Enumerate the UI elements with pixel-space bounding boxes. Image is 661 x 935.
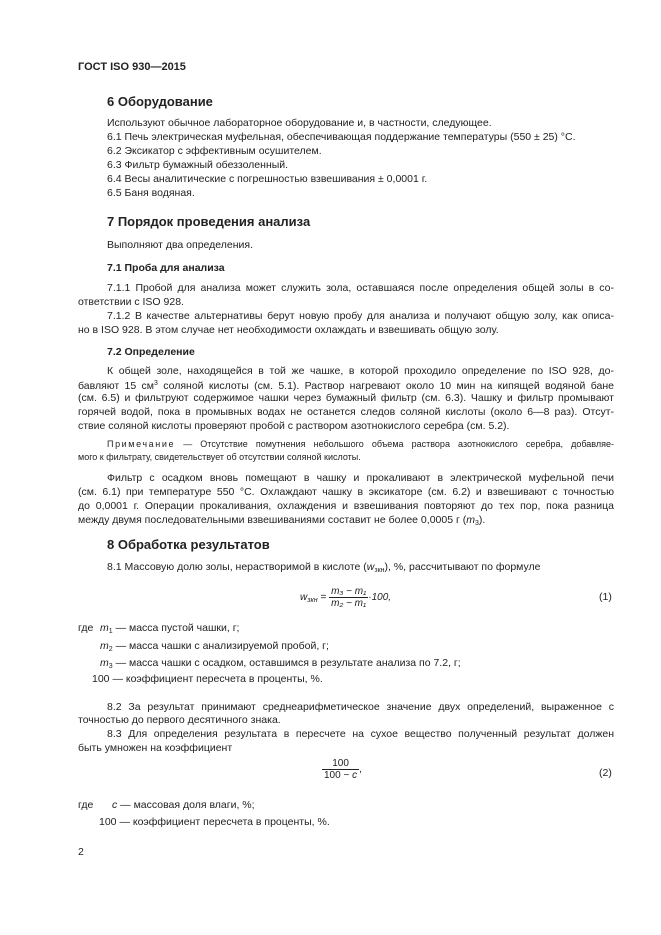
equation-number: (2) — [599, 767, 612, 779]
page-number: 2 — [78, 846, 84, 858]
paragraph-line: 7.1.2 В качестве альтернативы берут новую пробу для анализа и получают общую золу, как описа- — [107, 310, 614, 322]
text-run: соляной кислоты (см. 5.1). Раствор нагревают около 10 мин на кипящей водяной бане — [157, 380, 614, 392]
section-7-title: 7 Порядок проведения анализа — [107, 214, 311, 229]
equation-number: (1) — [599, 591, 612, 603]
subscript: зкн — [374, 567, 385, 574]
paragraph-line: точностью до первого десятичного знака. — [78, 714, 281, 726]
text-run: бавляют 15 см — [78, 380, 155, 392]
section-6-intro: Используют обычное лабораторное оборудование и, в частности, следующее. — [107, 117, 492, 129]
superscript: 3 — [154, 380, 158, 387]
paragraph-line: быть умножен на коэффициент — [78, 742, 233, 754]
definition-text: — коэффициент пересчета в проценты, %. — [116, 816, 330, 828]
paragraph-line: К общей золе, находящейся в той же чашке, в которой проходило определение по ISO 928, до- — [107, 365, 614, 377]
formula-numerator: 100 — [322, 758, 359, 770]
note-label: Примечание — [107, 439, 176, 449]
note-text: мого к фильтрату, свидетельствует об отсутствии соляной кислоты. — [78, 452, 361, 462]
text-run: ), %, рассчитывают по формуле — [384, 561, 541, 573]
text-run: 8.1 Массовую долю золы, нерастворимой в кислоте ( — [107, 561, 367, 573]
definition-row — [99, 815, 330, 831]
formula-lhs: w — [300, 592, 308, 604]
symbol: m — [466, 514, 475, 526]
text-run: между двумя последовательными взвешиваниями составит не более 0,0005 г ( — [78, 514, 467, 526]
definition-text: — масса чашки с осадком, оставшимся в результате анализа по 7.2, г; — [112, 657, 461, 669]
text-run: ). — [478, 514, 486, 526]
formula-tail: , — [359, 764, 362, 776]
formula-numerator: m₃ − m₁ — [331, 586, 367, 597]
paragraph-line: (см. 6.1) при температуре 550 °С. Охлаждают чашку в эксикаторе (см. 6.2) и взвешивают с точностью — [78, 486, 614, 498]
subscript: 3 — [474, 520, 479, 527]
where-label: где — [78, 622, 94, 634]
paragraph-line: ствие соляной кислоты проверяют пробой с раствором азотнокислого серебра (см. 5.2). — [78, 420, 510, 432]
symbol: m — [100, 657, 109, 669]
definition-row — [100, 639, 329, 658]
symbol: c — [112, 799, 118, 811]
subscript: 1 — [108, 628, 113, 635]
section-6-item: 6.3 Фильтр бумажный обеззоленный. — [107, 159, 289, 171]
paragraph-line: 8.3 Для определения результата в пересчете на сухое вещество полученный результат должен — [107, 728, 614, 740]
formula-eq: = — [317, 592, 330, 604]
formula-lhs-sub: зкн — [307, 597, 318, 605]
section-6-item: 6.4 Весы аналитические с погрешностью взвешивания ± 0,0001 г. — [107, 173, 428, 185]
formula-2 — [322, 758, 362, 781]
paragraph-7-1-1 — [107, 281, 614, 295]
section-7-intro: Выполняют два определения. — [107, 239, 253, 251]
paragraph-line: (см. 6.5) и фильтруют содержимое чашки через бумажный фильтр (см. 6.3). Чашку и фильтр промывают — [78, 392, 614, 404]
paragraph-7-1-2 — [107, 309, 614, 323]
definition-text: — массовая доля влаги, %; — [117, 799, 255, 811]
paragraph-8-1 — [107, 560, 541, 578]
symbol: 100 — [99, 816, 117, 828]
formula-fraction — [329, 586, 368, 609]
definition-row — [92, 672, 323, 688]
subsection-7-1-title: 7.1 Проба для анализа — [107, 262, 225, 274]
symbol: w — [366, 561, 375, 573]
section-6-item: 6.1 Печь электрическая муфельная, обеспечивающая поддержание температуры (550 ± 25) °С. — [107, 131, 576, 143]
symbol: m — [100, 622, 109, 634]
paragraph-line: горячей водой, пока в промывных водах не останется следов соляной кислоты (около 6—8 раз). Отсут- — [78, 406, 614, 418]
formula-denominator: m₂ − m₁ — [331, 598, 367, 609]
definition-text: — коэффициент пересчета в проценты, %. — [109, 673, 323, 685]
formula-tail: ·100, — [368, 592, 392, 604]
paragraph-line: ответствии с ISO 928. — [78, 296, 184, 308]
paragraph-line: до 0,0001 г. Операции прокаливания, охлаждения и взвешивания повторяют до тех пор, пока разница — [78, 500, 614, 512]
formula-1 — [300, 586, 391, 609]
paragraph-line: 8.2 За результат принимают среднеарифметическое значение двух определений, выраженное с — [107, 701, 614, 713]
symbol: m — [100, 640, 109, 652]
formula-fraction — [322, 758, 359, 781]
section-6-item: 6.5 Баня водяная. — [107, 187, 195, 199]
document-id: ГОСТ ISO 930—2015 — [78, 61, 186, 73]
symbol: c — [352, 770, 358, 781]
paragraph-line: но в ISO 928. В этом случае нет необходимости охлаждать и взвешивать общую золу. — [78, 324, 499, 336]
note-text: — Отсутствие помутнения небольшого объема раствора азотнокислого серебра, добавляе- — [175, 439, 614, 449]
definition-row — [78, 621, 239, 640]
subsection-7-2-title: 7.2 Определение — [107, 346, 195, 358]
paragraph-line: 7.1.1 Пробой для анализа может служить зола, оставшаяся после определения общей золы в со- — [107, 282, 614, 294]
definition-row — [78, 798, 255, 814]
where-label: где — [78, 799, 94, 811]
symbol: 100 — [92, 673, 110, 685]
formula-denominator — [322, 770, 359, 781]
section-6-title: 6 Оборудование — [107, 94, 213, 109]
note — [107, 438, 614, 451]
section-8-title: 8 Обработка результатов — [107, 537, 270, 552]
definition-text: — масса пустой чашки, г; — [112, 622, 240, 634]
paragraph-line: Фильтр с осадком вновь помещают в чашку и прокаливают в электрической муфельной печи — [107, 472, 614, 484]
definition-text: — масса чашки с анализируемой пробой, г; — [112, 640, 329, 652]
text-run: 100 − — [324, 770, 353, 781]
subscript: 2 — [108, 646, 113, 653]
subscript: 3 — [108, 663, 113, 670]
section-6-item: 6.2 Эксикатор с эффективным осушителем. — [107, 145, 322, 157]
paragraph-line — [78, 513, 485, 531]
